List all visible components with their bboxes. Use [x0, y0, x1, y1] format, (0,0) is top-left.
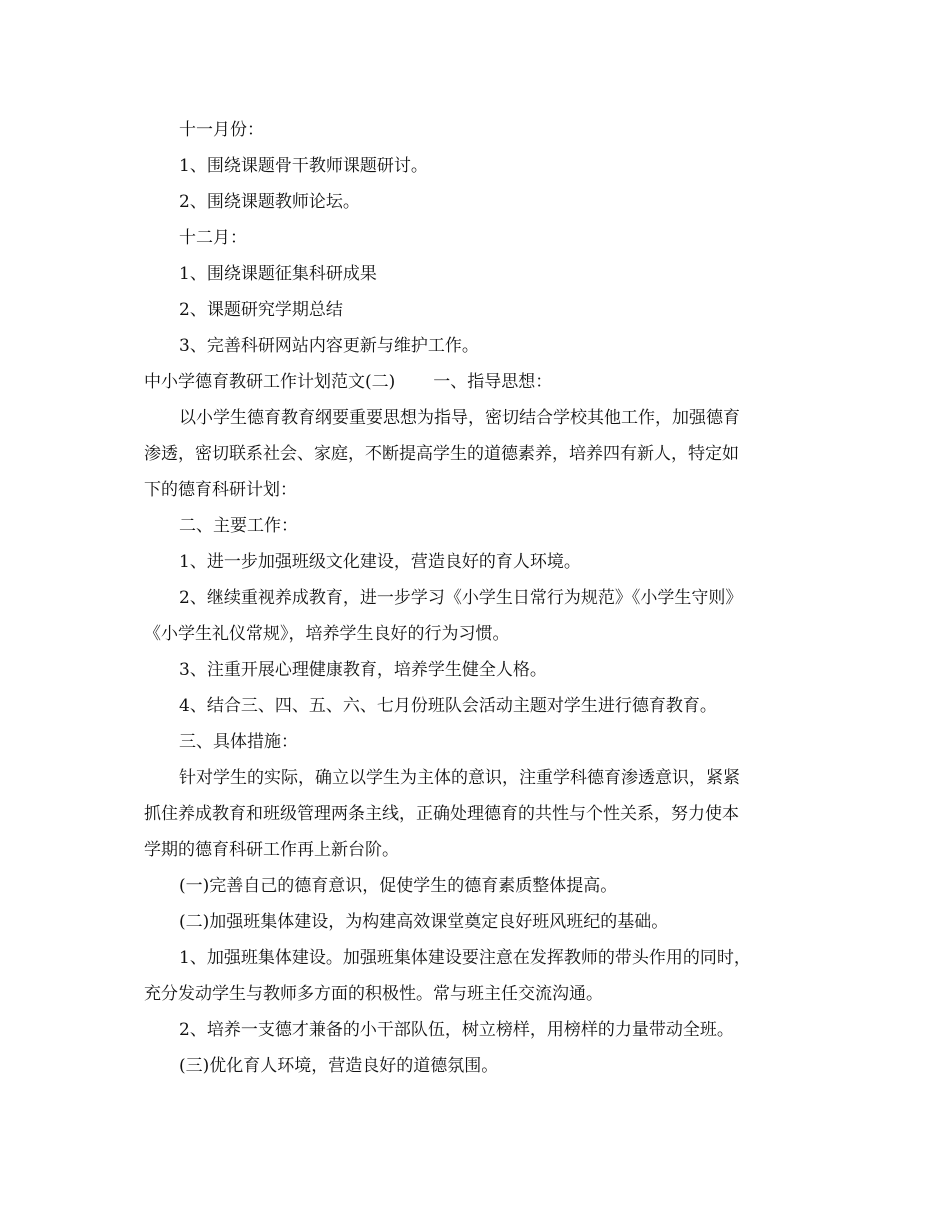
text-line: 学期的德育科研工作再上新台阶。	[144, 840, 399, 860]
text-line: 抓住养成教育和班级管理两条主线，正确处理德育的共性与个性关系，努力使本	[144, 804, 739, 824]
document-title: 中小学德育教研工作计划范文(二)	[144, 372, 396, 392]
text-line: 渗透，密切联系社会、家庭，不断提高学生的道德素养，培养四有新人，特定如	[144, 444, 739, 464]
text-line: 以小学生德育教育纲要重要思想为指导，密切结合学校其他工作，加强德育	[179, 408, 740, 428]
text-line: (一)完善自己的德育意识，促使学生的德育素质整体提高。	[179, 876, 618, 896]
text-line: 二、主要工作：	[179, 516, 298, 536]
text-line: 1、围绕课题征集科研成果	[179, 264, 377, 284]
text-line: 针对学生的实际，确立以学生为主体的意识，注重学科德育渗透意识，紧紧	[179, 768, 740, 788]
text-line: 充分发动学生与教师多方面的积极性。常与班主任交流沟通。	[144, 984, 603, 1004]
plan-list-top	[144, 112, 808, 364]
text-line: 2、培养一支德才兼备的小干部队伍，树立榜样，用榜样的力量带动全班。	[179, 1020, 734, 1040]
text-line: 下的德育科研计划：	[144, 480, 297, 500]
document-body	[144, 112, 808, 1084]
text-line: 4、结合三、四、五、六、七月份班队会活动主题对学生进行德育教育。	[179, 696, 717, 716]
text-line: 1、加强班集体建设。加强班集体建设要注意在发挥教师的带头作用的同时，	[179, 948, 751, 968]
text-line: 3、完善科研网站内容更新与维护工作。	[179, 336, 479, 356]
text-line: 三、具体措施：	[179, 732, 298, 752]
text-line: 1、进一步加强班级文化建设，营造良好的育人环境。	[179, 552, 581, 572]
text-line: 《小学生礼仪常规》，培养学生良好的行为习惯。	[144, 624, 510, 644]
text-line: 3、注重开展心理健康教育，培养学生健全人格。	[179, 660, 547, 680]
text-line: 1、围绕课题骨干教师课题研讨。	[179, 156, 428, 176]
section-heading-row	[144, 364, 808, 400]
text-line: 十一月份：	[179, 120, 264, 140]
section-heading: 一、指导思想：	[433, 372, 553, 392]
text-line: (三)优化育人环境，营造良好的道德氛围。	[179, 1056, 499, 1076]
plan-body	[144, 400, 808, 1084]
text-line: 十二月：	[179, 228, 247, 248]
text-line: 2、继续重视养成教育，进一步学习《小学生日常行为规范》《小学生守则》	[179, 588, 743, 608]
text-line: 2、课题研究学期总结	[179, 300, 343, 320]
text-line: 2、围绕课题教师论坛。	[179, 192, 360, 212]
text-line: (二)加强班集体建设，为构建高效课堂奠定良好班风班纪的基础。	[179, 912, 669, 932]
